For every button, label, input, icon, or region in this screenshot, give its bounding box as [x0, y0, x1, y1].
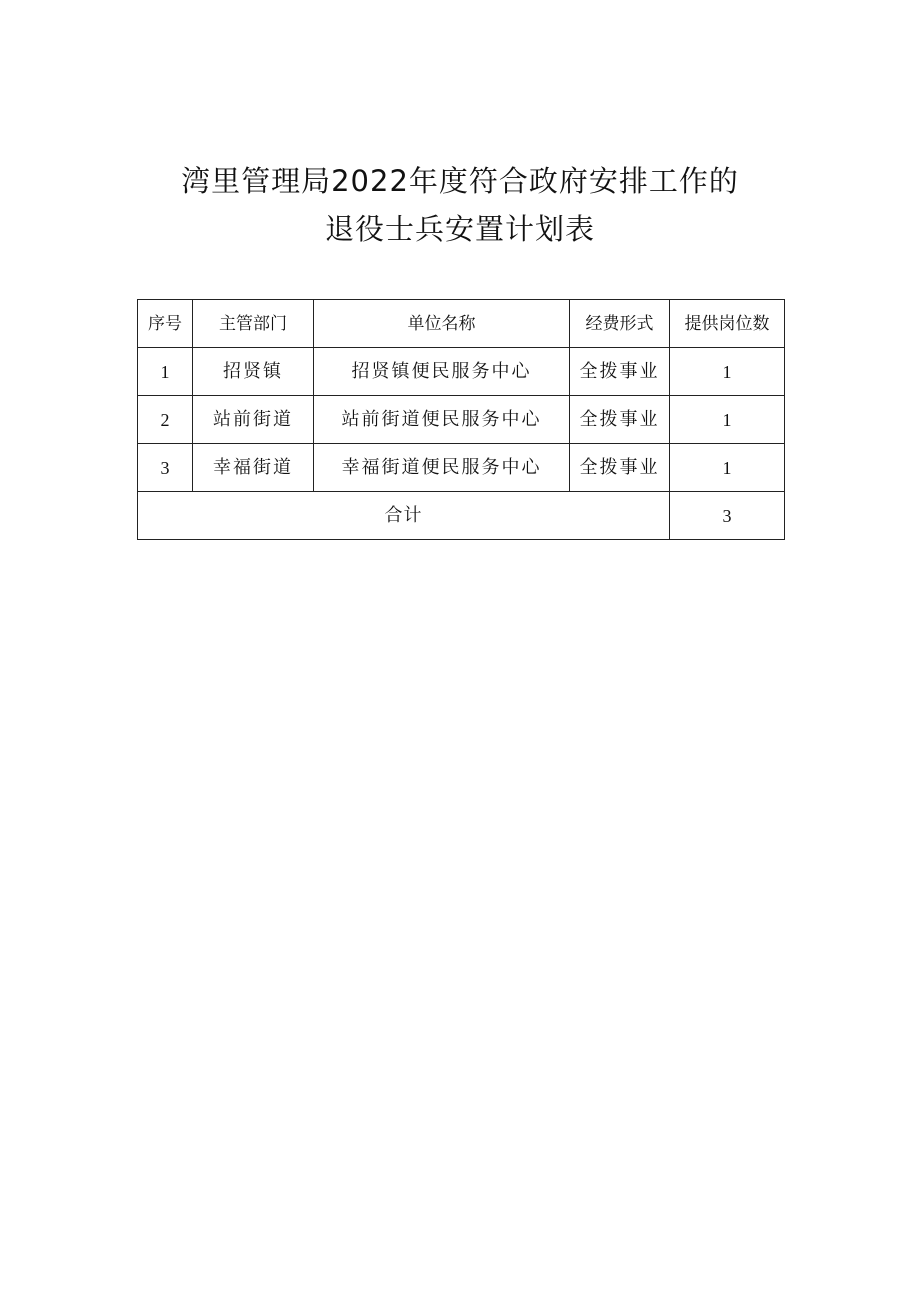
cell-department: 站前街道 — [193, 396, 314, 444]
cell-department: 幸福街道 — [193, 444, 314, 492]
header-cell-positions: 提供岗位数 — [670, 300, 785, 348]
cell-index: 2 — [138, 396, 193, 444]
cell-positions: 1 — [670, 396, 785, 444]
cell-index: 1 — [138, 348, 193, 396]
header-cell-department: 主管部门 — [193, 300, 314, 348]
cell-funding-type: 全拨事业 — [570, 348, 670, 396]
total-value: 3 — [670, 492, 785, 540]
header-cell-funding-type: 经费形式 — [570, 300, 670, 348]
document-title-line-1: 湾里管理局2022年度符合政府安排工作的 — [181, 164, 739, 198]
cell-unit-name: 幸福街道便民服务中心 — [314, 444, 570, 492]
cell-funding-type: 全拨事业 — [570, 444, 670, 492]
cell-positions: 1 — [670, 444, 785, 492]
cell-index: 3 — [138, 444, 193, 492]
cell-unit-name: 站前街道便民服务中心 — [314, 396, 570, 444]
cell-positions: 1 — [670, 348, 785, 396]
table-row — [138, 444, 785, 492]
table-row — [138, 396, 785, 444]
cell-department: 招贤镇 — [193, 348, 314, 396]
header-cell-unit-name: 单位名称 — [314, 300, 570, 348]
table-header-row — [138, 300, 785, 348]
cell-unit-name: 招贤镇便民服务中心 — [314, 348, 570, 396]
table-total-row — [138, 492, 785, 540]
table-row — [138, 348, 785, 396]
placement-plan-table — [137, 299, 785, 540]
header-cell-index: 序号 — [138, 300, 193, 348]
cell-funding-type: 全拨事业 — [570, 396, 670, 444]
total-label: 合计 — [138, 492, 670, 540]
document-title-line-2: 退役士兵安置计划表 — [324, 212, 595, 246]
